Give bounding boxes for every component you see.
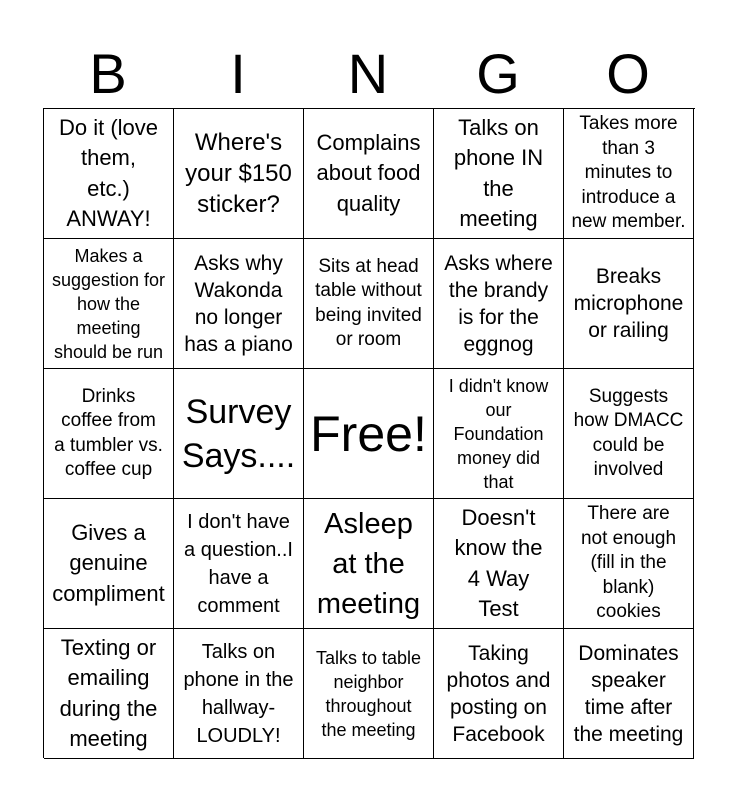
bingo-cell-text: I didn't know our Foundation money did that: [448, 375, 549, 492]
bingo-cell-text: Do it (love them, etc.) ANWAY!: [58, 114, 159, 231]
bingo-cell[interactable]: [174, 109, 304, 239]
bingo-cell[interactable]: [174, 629, 304, 759]
bingo-cell-text: Drinks coffee from a tumbler vs. coffee cup: [54, 385, 163, 480]
bingo-cell-text: Breaks microphone or railing: [573, 265, 684, 342]
bingo-cell[interactable]: [304, 629, 434, 759]
bingo-cell-text: Free!: [310, 405, 427, 462]
bingo-cell-text: Gives a genuine compliment: [52, 519, 165, 606]
bingo-cell-text: Talks on phone IN the meeting: [453, 114, 544, 231]
bingo-cell[interactable]: [434, 109, 564, 239]
bingo-cell-text: Texting or emailing during the meeting: [59, 634, 158, 751]
bingo-cell-text: Asleep at the meeting: [316, 507, 421, 620]
bingo-cell-text: Complains about food quality: [316, 129, 421, 216]
bingo-cell[interactable]: [434, 499, 564, 629]
header-letter-g: G: [476, 42, 520, 105]
bingo-cell-text: Doesn't know the 4 Way Test: [454, 504, 543, 621]
bingo-cell[interactable]: [434, 239, 564, 369]
bingo-cell-text: There are not enough (fill in the blank) cookies: [580, 503, 677, 623]
bingo-cell[interactable]: [564, 109, 694, 239]
bingo-cell[interactable]: [564, 369, 694, 499]
bingo-cell[interactable]: [434, 369, 564, 499]
bingo-header: [43, 42, 693, 106]
header-letter-i: I: [230, 42, 246, 105]
bingo-cell-text: Taking photos and posting on Facebook: [446, 641, 551, 746]
bingo-cell-text: Makes a suggestion for how the meeting should be run: [51, 245, 166, 362]
bingo-cell-text: Suggests how DMACC could be involved: [573, 385, 684, 480]
bingo-cell-text: Asks why Wakonda no longer has a piano: [184, 251, 293, 356]
bingo-cell[interactable]: [44, 499, 174, 629]
bingo-cell[interactable]: [44, 629, 174, 759]
bingo-cell[interactable]: [174, 369, 304, 499]
bingo-cell-text: I don't have a question..I have a comment: [184, 510, 293, 617]
bingo-cell[interactable]: [304, 499, 434, 629]
bingo-cell-text: Talks on phone in the hallway- LOUDLY!: [183, 640, 294, 747]
free-space-cell[interactable]: [304, 369, 434, 499]
bingo-cell[interactable]: [44, 109, 174, 239]
bingo-cell-text: Sits at head table without being invited or room: [315, 255, 422, 350]
bingo-cell[interactable]: [304, 239, 434, 369]
bingo-cell[interactable]: [44, 369, 174, 499]
bingo-cell[interactable]: [564, 239, 694, 369]
bingo-cell-text: Survey Says....: [181, 392, 296, 475]
bingo-cell[interactable]: [434, 629, 564, 759]
header-letter-o: O: [606, 42, 650, 105]
bingo-cell-text: Takes more than 3 minutes to introduce a new member.: [571, 113, 686, 233]
bingo-card-grid: [43, 108, 695, 758]
bingo-cell-text: Where's your $150 sticker?: [185, 129, 292, 218]
header-letter-b: B: [89, 42, 127, 105]
bingo-cell-text: Talks to table neighbor throughout the meeting: [315, 647, 422, 740]
bingo-cell[interactable]: [304, 109, 434, 239]
bingo-cell-text: Asks where the brandy is for the eggnog: [444, 251, 553, 356]
bingo-cell-text: Dominates speaker time after the meeting: [573, 641, 684, 746]
header-letter-n: N: [347, 42, 389, 105]
bingo-cell[interactable]: [174, 499, 304, 629]
bingo-cell[interactable]: [174, 239, 304, 369]
bingo-cell[interactable]: [44, 239, 174, 369]
bingo-cell[interactable]: [564, 629, 694, 759]
bingo-cell[interactable]: [564, 499, 694, 629]
